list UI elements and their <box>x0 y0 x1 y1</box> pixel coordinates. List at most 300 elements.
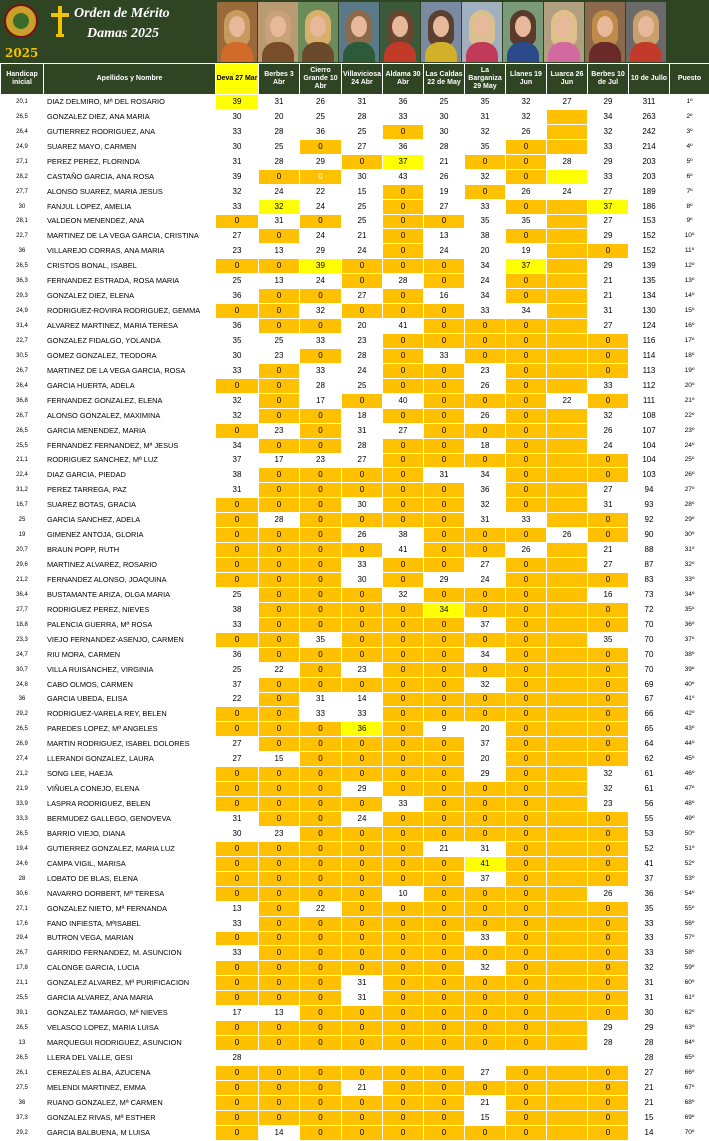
score-cell: 27 <box>465 1065 506 1080</box>
handicap-cell: 27,7 <box>1 184 44 199</box>
score-cell: 27 <box>547 95 588 110</box>
score-cell <box>547 826 588 841</box>
player-name-cell: VILLA RUISANCHEZ, VIRGINIA <box>44 662 216 677</box>
total-cell: 214 <box>629 139 670 154</box>
handicap-cell: 27,1 <box>1 154 44 169</box>
score-cell: 30 <box>216 826 259 841</box>
score-cell: 0 <box>588 692 629 707</box>
score-cell <box>547 1080 588 1095</box>
table-row <box>1 647 709 662</box>
score-cell: 0 <box>383 901 424 916</box>
table-row <box>1 363 709 378</box>
score-cell: 0 <box>506 976 547 991</box>
handicap-cell: 26,5 <box>1 423 44 438</box>
score-cell: 0 <box>216 1065 259 1080</box>
score-cell <box>547 617 588 632</box>
score-cell: 0 <box>259 961 300 976</box>
score-cell: 32 <box>465 498 506 513</box>
total-cell: 66 <box>629 707 670 722</box>
handicap-cell: 30 <box>1 199 44 214</box>
score-cell: 32 <box>588 767 629 782</box>
score-cell: 30 <box>342 169 383 184</box>
score-cell: 0 <box>424 677 465 692</box>
player-name-cell: CALONGE GARCIA, LUCIA <box>44 961 216 976</box>
total-cell: 62 <box>629 752 670 767</box>
score-cell: 0 <box>424 1036 465 1051</box>
table-row <box>1 961 709 976</box>
table-row <box>1 184 709 199</box>
table-row <box>1 214 709 229</box>
score-cell: 0 <box>588 453 629 468</box>
score-cell <box>547 169 588 184</box>
score-cell: 0 <box>465 1080 506 1095</box>
score-cell: 37 <box>216 677 259 692</box>
score-cell: 0 <box>300 408 342 423</box>
handicap-cell: 36,3 <box>1 274 44 289</box>
score-cell: 25 <box>342 124 383 139</box>
total-cell: 203 <box>629 169 670 184</box>
score-cell: 0 <box>383 483 424 498</box>
score-cell: 28 <box>424 139 465 154</box>
score-cell <box>547 1006 588 1021</box>
score-cell <box>547 214 588 229</box>
score-cell <box>547 498 588 513</box>
table-row <box>1 797 709 812</box>
score-cell: 0 <box>465 797 506 812</box>
score-cell: 0 <box>259 886 300 901</box>
score-cell: 0 <box>588 991 629 1006</box>
position-cell: 59º <box>670 961 709 976</box>
score-cell: 0 <box>588 363 629 378</box>
score-cell: 31 <box>259 214 300 229</box>
score-cell <box>342 1051 383 1066</box>
score-cell: 0 <box>506 393 547 408</box>
total-cell: 61 <box>629 767 670 782</box>
score-cell: 17 <box>300 393 342 408</box>
score-cell: 14 <box>259 1125 300 1140</box>
player-name-cell: VIEJO FERNANDEZ-ASENJO, CARMEN <box>44 632 216 647</box>
table-row <box>1 587 709 602</box>
position-cell: 2º <box>670 109 709 124</box>
score-cell: 0 <box>588 528 629 543</box>
col-llanes: Llanes 19 Jun <box>506 64 547 95</box>
player-name-cell: BARRIO VIEJO, DIANA <box>44 826 216 841</box>
total-cell: 29 <box>629 1021 670 1036</box>
player-name-cell: VILLAREJO CORRAS, ANA MARIA <box>44 244 216 259</box>
score-cell <box>547 886 588 901</box>
handicap-cell: 26,5 <box>1 1021 44 1036</box>
position-cell: 41º <box>670 692 709 707</box>
table-row <box>1 498 709 513</box>
score-cell: 0 <box>424 1095 465 1110</box>
score-cell: 23 <box>259 348 300 363</box>
score-cell: 0 <box>342 617 383 632</box>
player-name-cell: BUTRON VEGA, MARIAN <box>44 931 216 946</box>
handicap-cell: 30,6 <box>1 886 44 901</box>
score-cell: 0 <box>383 916 424 931</box>
position-cell: 57º <box>670 931 709 946</box>
score-cell: 25 <box>216 274 259 289</box>
score-cell: 0 <box>424 423 465 438</box>
position-cell: 17º <box>670 334 709 349</box>
table-row <box>1 662 709 677</box>
score-cell: 0 <box>216 871 259 886</box>
table-row <box>1 229 709 244</box>
table-row <box>1 886 709 901</box>
score-cell: 0 <box>342 886 383 901</box>
score-cell: 0 <box>383 767 424 782</box>
score-cell: 0 <box>465 901 506 916</box>
score-cell: 33 <box>216 124 259 139</box>
score-cell: 0 <box>424 782 465 797</box>
total-cell: 36 <box>629 886 670 901</box>
score-cell: 0 <box>506 752 547 767</box>
score-cell: 0 <box>424 334 465 349</box>
position-cell: 64º <box>670 1036 709 1051</box>
score-cell: 0 <box>424 408 465 423</box>
col-luarca: Luarca 26 Jun <box>547 64 588 95</box>
player-name-cell: GONZALEZ ALVAREZ, Mª PURIFICACION <box>44 976 216 991</box>
total-cell: 139 <box>629 259 670 274</box>
score-cell: 0 <box>424 916 465 931</box>
score-cell: 19 <box>506 244 547 259</box>
score-cell <box>547 916 588 931</box>
score-cell: 34 <box>465 468 506 483</box>
score-cell: 0 <box>342 543 383 558</box>
score-cell: 0 <box>506 139 547 154</box>
handicap-cell: 29,3 <box>1 289 44 304</box>
score-cell: 0 <box>300 438 342 453</box>
total-cell: 113 <box>629 363 670 378</box>
position-cell: 50º <box>670 826 709 841</box>
handicap-cell: 21,1 <box>1 453 44 468</box>
score-cell: 0 <box>216 573 259 588</box>
score-cell <box>547 722 588 737</box>
score-cell: 27 <box>588 483 629 498</box>
position-cell: 62º <box>670 1006 709 1021</box>
score-cell: 0 <box>300 289 342 304</box>
score-cell <box>547 782 588 797</box>
table-row <box>1 124 709 139</box>
player-name-cell: GOMEZ GONZALEZ, TEODORA <box>44 348 216 363</box>
score-cell: 0 <box>259 528 300 543</box>
score-cell: 27 <box>465 558 506 573</box>
score-cell: 0 <box>300 1095 342 1110</box>
total-cell: 21 <box>629 1095 670 1110</box>
score-cell: 0 <box>506 468 547 483</box>
position-cell: 28º <box>670 498 709 513</box>
player-name-cell: GUTIERREZ GONZALEZ, MARIA LUZ <box>44 841 216 856</box>
position-cell: 36º <box>670 617 709 632</box>
player-name-cell: GUTIERREZ RODRIGUEZ, ANA <box>44 124 216 139</box>
score-cell: 26 <box>588 886 629 901</box>
total-cell: 112 <box>629 378 670 393</box>
score-cell: 25 <box>424 95 465 110</box>
score-cell: 0 <box>216 423 259 438</box>
score-cell <box>383 1051 424 1066</box>
score-cell: 31 <box>342 976 383 991</box>
score-cell: 0 <box>259 289 300 304</box>
score-cell: 39 <box>216 169 259 184</box>
col-las-caldas: Las Caldas 22 de May <box>424 64 465 95</box>
score-cell: 0 <box>216 767 259 782</box>
handicap-cell: 26,4 <box>1 378 44 393</box>
score-cell: 0 <box>300 617 342 632</box>
score-cell: 0 <box>588 1095 629 1110</box>
score-cell: 0 <box>383 677 424 692</box>
handicap-cell: 27,4 <box>1 752 44 767</box>
score-cell: 17 <box>216 1006 259 1021</box>
score-cell: 0 <box>588 573 629 588</box>
player-photo <box>339 2 379 62</box>
score-cell: 23 <box>259 423 300 438</box>
player-name-cell: SONG LEE, HAEJA <box>44 767 216 782</box>
score-cell: 0 <box>383 856 424 871</box>
score-cell: 26 <box>506 543 547 558</box>
player-name-cell: PEREZ PEREZ, FLORINDA <box>44 154 216 169</box>
ranking-table <box>0 63 709 1141</box>
score-cell: 0 <box>300 946 342 961</box>
score-cell: 0 <box>506 692 547 707</box>
score-cell: 27 <box>424 199 465 214</box>
score-cell <box>547 199 588 214</box>
position-cell: 5º <box>670 154 709 169</box>
table-row <box>1 199 709 214</box>
total-cell: 64 <box>629 737 670 752</box>
score-cell: 0 <box>216 528 259 543</box>
score-cell: 0 <box>506 946 547 961</box>
score-cell: 41 <box>465 856 506 871</box>
score-cell: 0 <box>465 1036 506 1051</box>
score-cell: 0 <box>300 1006 342 1021</box>
handicap-cell: 26,5 <box>1 109 44 124</box>
score-cell: 0 <box>588 961 629 976</box>
total-cell: 135 <box>629 274 670 289</box>
score-cell: 0 <box>424 363 465 378</box>
score-cell: 0 <box>506 812 547 827</box>
score-cell: 32 <box>300 304 342 319</box>
score-cell: 31 <box>259 95 300 110</box>
table-row <box>1 483 709 498</box>
handicap-cell: 21,2 <box>1 573 44 588</box>
player-name-cell: FERNANDEZ GONZALEZ, ELENA <box>44 393 216 408</box>
score-cell: 0 <box>300 602 342 617</box>
position-cell: 6º <box>670 169 709 184</box>
score-cell: 13 <box>216 901 259 916</box>
score-cell: 0 <box>506 617 547 632</box>
handicap-cell: 17,6 <box>1 916 44 931</box>
score-cell: 0 <box>465 976 506 991</box>
score-cell: 39 <box>216 95 259 110</box>
score-cell: 36 <box>465 483 506 498</box>
table-row <box>1 244 709 259</box>
score-cell: 0 <box>465 1006 506 1021</box>
score-cell <box>547 408 588 423</box>
score-cell: 0 <box>342 1110 383 1125</box>
score-cell: 0 <box>506 453 547 468</box>
score-cell: 32 <box>216 393 259 408</box>
score-cell: 0 <box>383 782 424 797</box>
total-cell: 30 <box>629 1006 670 1021</box>
score-cell: 0 <box>216 782 259 797</box>
score-cell: 0 <box>588 1065 629 1080</box>
total-cell: 31 <box>629 991 670 1006</box>
score-cell: 0 <box>506 737 547 752</box>
score-cell <box>547 692 588 707</box>
score-cell <box>547 244 588 259</box>
score-cell: 33 <box>506 513 547 528</box>
score-cell: 0 <box>465 782 506 797</box>
score-cell: 9 <box>424 722 465 737</box>
score-cell: 27 <box>588 319 629 334</box>
position-cell: 46º <box>670 767 709 782</box>
score-cell <box>547 453 588 468</box>
score-cell: 32 <box>506 95 547 110</box>
score-cell: 0 <box>506 707 547 722</box>
player-name-cell: ALONSO GONZALEZ, MAXIMINA <box>44 408 216 423</box>
score-cell: 0 <box>383 468 424 483</box>
player-name-cell: LLERANDI GONZALEZ, LAURA <box>44 752 216 767</box>
score-cell: 0 <box>300 483 342 498</box>
score-cell: 24 <box>342 812 383 827</box>
score-cell: 0 <box>506 961 547 976</box>
total-cell: 152 <box>629 244 670 259</box>
total-cell: 263 <box>629 109 670 124</box>
table-row <box>1 1080 709 1095</box>
score-cell: 31 <box>216 154 259 169</box>
score-cell: 22 <box>216 692 259 707</box>
total-cell: 116 <box>629 334 670 349</box>
score-cell: 35 <box>465 214 506 229</box>
score-cell: 24 <box>300 229 342 244</box>
score-cell: 0 <box>424 498 465 513</box>
score-cell: 0 <box>342 632 383 647</box>
score-cell: 0 <box>506 722 547 737</box>
score-cell: 28 <box>259 513 300 528</box>
score-cell: 0 <box>506 1110 547 1125</box>
score-cell: 0 <box>506 871 547 886</box>
score-cell: 0 <box>588 1006 629 1021</box>
score-cell: 0 <box>424 737 465 752</box>
score-cell: 23 <box>216 244 259 259</box>
score-cell: 0 <box>300 1125 342 1140</box>
score-cell: 0 <box>506 154 547 169</box>
score-cell: 0 <box>424 707 465 722</box>
score-cell: 33 <box>424 348 465 363</box>
score-cell: 26 <box>465 378 506 393</box>
score-cell <box>547 587 588 602</box>
score-cell: 43 <box>383 169 424 184</box>
score-cell: 41 <box>383 319 424 334</box>
score-cell <box>547 543 588 558</box>
total-cell: 92 <box>629 513 670 528</box>
table-row <box>1 692 709 707</box>
score-cell: 0 <box>383 199 424 214</box>
player-name-cell: GARCIA BALBUENA, M LUISA <box>44 1125 216 1140</box>
score-cell <box>547 797 588 812</box>
score-cell: 0 <box>383 259 424 274</box>
score-cell: 33 <box>300 334 342 349</box>
score-cell <box>547 752 588 767</box>
player-name-cell: GARCIA MENENDEZ, MARIA <box>44 423 216 438</box>
score-cell: 18 <box>465 438 506 453</box>
score-cell: 33 <box>588 139 629 154</box>
score-cell: 0 <box>465 184 506 199</box>
score-cell: 35 <box>465 139 506 154</box>
score-cell: 0 <box>259 767 300 782</box>
score-cell: 14 <box>342 692 383 707</box>
score-cell: 0 <box>383 244 424 259</box>
position-cell: 13º <box>670 274 709 289</box>
score-cell <box>547 558 588 573</box>
handicap-cell: 36 <box>1 1095 44 1110</box>
score-cell: 0 <box>465 154 506 169</box>
score-cell: 36 <box>342 722 383 737</box>
player-name-cell: SUAREZ MAYO, CARMEN <box>44 139 216 154</box>
score-cell: 0 <box>259 1110 300 1125</box>
score-cell: 0 <box>465 991 506 1006</box>
score-cell: 0 <box>383 334 424 349</box>
score-cell: 37 <box>465 617 506 632</box>
position-cell: 10º <box>670 229 709 244</box>
score-cell: 0 <box>216 856 259 871</box>
score-cell: 26 <box>588 423 629 438</box>
score-cell: 0 <box>259 558 300 573</box>
score-cell: 0 <box>465 632 506 647</box>
score-cell: 18 <box>342 408 383 423</box>
score-cell: 0 <box>588 647 629 662</box>
score-cell: 0 <box>465 826 506 841</box>
score-cell: 0 <box>383 1021 424 1036</box>
handicap-cell: 22,7 <box>1 229 44 244</box>
score-cell: 29 <box>588 154 629 169</box>
score-cell: 35 <box>465 95 506 110</box>
position-cell: 39º <box>670 662 709 677</box>
score-cell: 0 <box>300 169 342 184</box>
score-cell: 0 <box>342 1006 383 1021</box>
score-cell: 0 <box>588 468 629 483</box>
position-cell: 69º <box>670 1110 709 1125</box>
score-cell: 0 <box>506 1080 547 1095</box>
score-cell: 0 <box>465 334 506 349</box>
score-cell: 35 <box>506 214 547 229</box>
score-cell: 0 <box>216 543 259 558</box>
player-name-cell: MARTINEZ DE LA VEGA GARCIA, CRISTINA <box>44 229 216 244</box>
score-cell: 0 <box>506 438 547 453</box>
score-cell: 0 <box>259 797 300 812</box>
score-cell <box>547 483 588 498</box>
score-cell: 0 <box>424 319 465 334</box>
player-photo <box>626 2 666 62</box>
score-cell: 30 <box>424 124 465 139</box>
score-cell: 28 <box>216 1051 259 1066</box>
score-cell: 0 <box>588 1110 629 1125</box>
score-cell: 0 <box>259 1021 300 1036</box>
handicap-cell: 26,5 <box>1 1051 44 1066</box>
score-cell: 0 <box>342 1095 383 1110</box>
score-cell: 33 <box>300 707 342 722</box>
score-cell <box>547 139 588 154</box>
score-cell: 0 <box>383 378 424 393</box>
handicap-cell: 36,4 <box>1 587 44 602</box>
player-name-cell: FERNANDEZ ESTRADA, ROSA MARIA <box>44 274 216 289</box>
score-cell: 0 <box>588 856 629 871</box>
total-cell: 73 <box>629 587 670 602</box>
player-name-cell: CEREZALES ALBA, AZUCENA <box>44 1065 216 1080</box>
score-cell: 33 <box>383 109 424 124</box>
score-cell: 0 <box>259 677 300 692</box>
handicap-cell: 26,1 <box>1 1065 44 1080</box>
